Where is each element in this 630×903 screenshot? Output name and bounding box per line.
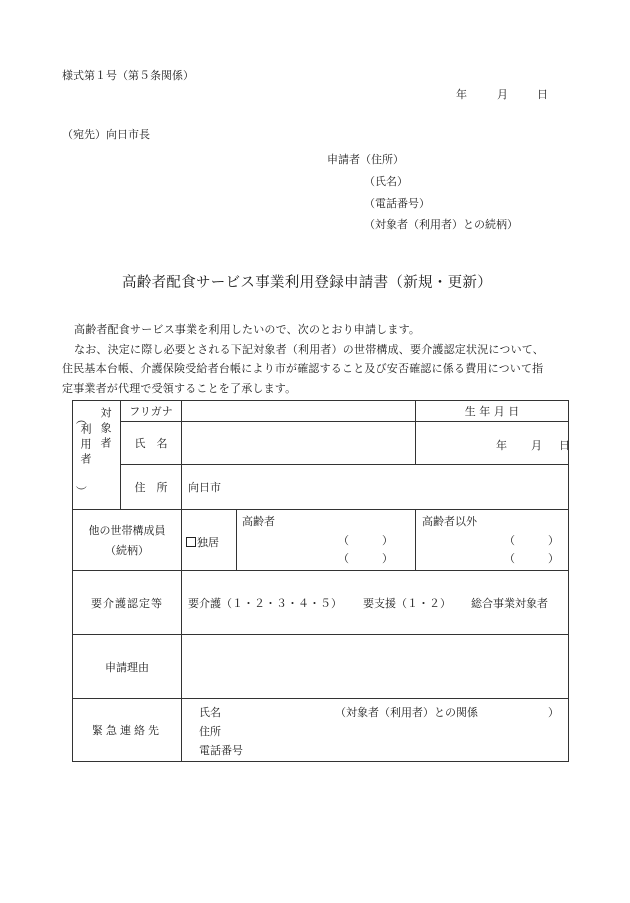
household-elderly-cell <box>182 510 416 571</box>
addressee: （宛先）向日市長 <box>62 128 150 141</box>
application-form-table <box>72 400 569 762</box>
inner-divider <box>236 510 237 571</box>
furigana-input[interactable] <box>182 401 416 422</box>
emergency-name-label: 氏名 <box>199 706 221 719</box>
date-month: 月 <box>497 88 508 101</box>
emergency-label: 緊急連絡先 <box>73 699 182 762</box>
birth-day-label: 日 <box>559 439 570 452</box>
birthdate-label: 生 年 月 日 <box>416 401 569 422</box>
applicant-name-label: （氏名） <box>364 175 408 188</box>
elderly-label: 高齢者 <box>242 515 275 528</box>
subject-label-cell <box>73 401 121 510</box>
birthdate-input[interactable] <box>416 422 569 465</box>
birth-month-label: 月 <box>531 439 542 452</box>
checkbox-icon[interactable] <box>186 537 196 547</box>
address-row <box>73 465 569 510</box>
reason-row <box>73 635 569 699</box>
household-label-line1: 他の世帯構成員 <box>88 524 166 537</box>
non-elderly-paren-1[interactable]: （ ） <box>504 534 559 547</box>
living-alone-option[interactable] <box>186 534 219 550</box>
non-elderly-paren-2[interactable]: （ ） <box>504 552 559 565</box>
emergency-relation-close: ） <box>548 706 559 719</box>
name-label: 氏 名 <box>121 422 182 465</box>
applicant-relationship-label: （対象者（利用者）との続柄） <box>364 218 518 231</box>
intro-line-2: なお、決定に際し必要とされる下記対象者（利用者）の世帯構成、要介護認定状況について、 <box>74 342 544 356</box>
non-elderly-label: 高齢者以外 <box>422 515 477 528</box>
date-day: 日 <box>537 88 548 101</box>
intro-line-1: 高齢者配食サービス事業を利用したいので、次のとおり申請します。 <box>74 323 421 336</box>
form-number: 様式第１号（第５条関係） <box>62 69 194 82</box>
care-value-cell[interactable] <box>182 571 569 635</box>
comprehensive-option[interactable]: 総合事業対象者 <box>471 597 548 610</box>
name-input[interactable] <box>182 422 416 465</box>
subject-label-col2: 対象者 <box>99 407 112 452</box>
intro-text <box>62 320 544 398</box>
address-label: 住 所 <box>121 465 182 510</box>
household-row <box>73 510 569 571</box>
household-non-elderly-cell <box>416 510 569 571</box>
address-prefilled: 向日市 <box>188 481 221 494</box>
furigana-row <box>73 401 569 422</box>
address-input[interactable] <box>182 465 569 510</box>
household-label-line2: （続柄） <box>105 544 149 557</box>
date-year: 年 <box>456 88 467 101</box>
elderly-paren-2[interactable]: （ ） <box>338 552 393 565</box>
subject-label-col1: 利用者 <box>79 423 92 468</box>
emergency-row <box>73 699 569 762</box>
care-level-options[interactable]: 要介護（１・２・３・４・５） <box>188 597 342 610</box>
intro-line-4: 定事業者が代理で受領することを了承します。 <box>62 381 297 395</box>
care-label: 要介護認定等 <box>73 571 182 635</box>
reason-input[interactable] <box>182 635 569 699</box>
applicant-address-label: 申請者（住所） <box>327 153 404 166</box>
support-level-options[interactable]: 要支援（１・２） <box>363 597 451 610</box>
subject-bracket-bottom: ） <box>74 485 88 497</box>
household-label <box>73 510 182 571</box>
applicant-phone-label: （電話番号） <box>364 197 430 210</box>
subject-bracket-top: （ <box>74 413 88 425</box>
page-title: 高齢者配食サービス事業利用登録申請書（新規・更新） <box>122 275 492 291</box>
emergency-phone-label: 電話番号 <box>199 744 243 757</box>
birth-year-label: 年 <box>496 439 507 452</box>
furigana-label: フリガナ <box>121 401 182 422</box>
name-row <box>73 422 569 465</box>
emergency-cell <box>182 699 569 762</box>
reason-label: 申請理由 <box>73 635 182 699</box>
living-alone-label: 独居 <box>197 536 219 549</box>
care-row <box>73 571 569 635</box>
emergency-relation-label: （対象者（利用者）との関係 <box>335 706 478 719</box>
elderly-paren-1[interactable]: （ ） <box>338 534 393 547</box>
intro-line-3: 住民基本台帳、介護保険受給者台帳により市が確認すること及び安否確認に係る費用について指 <box>62 362 544 375</box>
emergency-address-label: 住所 <box>199 725 221 738</box>
